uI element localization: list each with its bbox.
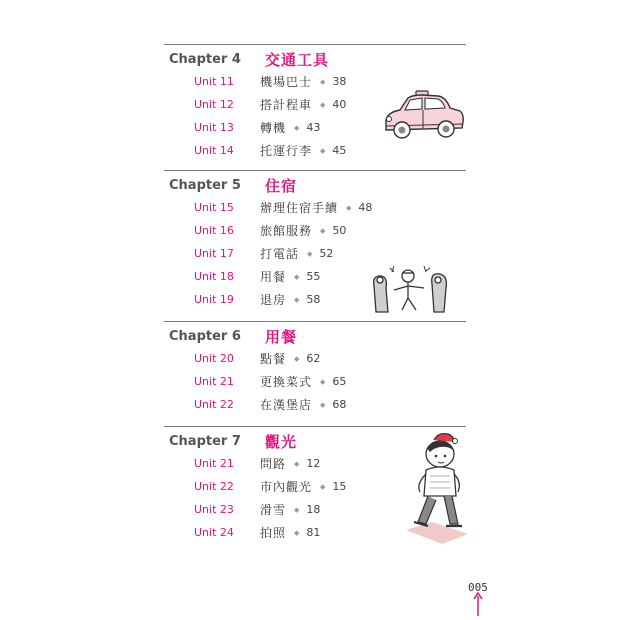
chapter-label: Chapter 5 — [169, 177, 241, 193]
unit-label: Unit 23 — [194, 503, 234, 516]
diamond-bullet-icon: ◆ — [320, 482, 326, 491]
unit-page-number: 52 — [319, 247, 334, 260]
unit-label: Unit 24 — [194, 526, 234, 539]
unit-label: Unit 16 — [194, 224, 234, 237]
unit-title: 機場巴士 — [260, 75, 313, 89]
unit-label: Unit 14 — [194, 144, 234, 157]
diamond-bullet-icon: ◆ — [320, 377, 326, 386]
unit-title: 轉機 — [260, 121, 287, 135]
chapter-divider — [164, 44, 466, 45]
diamond-bullet-icon: ◆ — [294, 354, 300, 363]
arrow-up-icon — [473, 592, 483, 616]
unit-page-number: 81 — [306, 526, 321, 539]
walking-boy-illustration — [392, 432, 476, 544]
diamond-bullet-icon: ◆ — [294, 459, 300, 468]
unit-title: 拍照 — [260, 526, 287, 540]
unit-label: Unit 21 — [194, 375, 234, 388]
unit-title: 點餐 — [260, 352, 287, 366]
chapter-title: 住宿 — [265, 176, 298, 195]
diamond-bullet-icon: ◆ — [294, 272, 300, 281]
chapter-label: Chapter 7 — [169, 433, 241, 449]
chapter-heading — [164, 48, 466, 70]
unit-page-number: 45 — [332, 144, 347, 157]
unit-title: 滑雪 — [260, 503, 287, 517]
unit-page-number: 50 — [332, 224, 347, 237]
unit-page-number: 12 — [306, 457, 321, 470]
unit-label: Unit 18 — [194, 270, 234, 283]
chapter-divider — [164, 321, 466, 322]
diamond-bullet-icon: ◆ — [294, 528, 300, 537]
unit-title: 旅館服務 — [260, 224, 313, 238]
unit-label: Unit 17 — [194, 247, 234, 260]
unit-page-number: 65 — [332, 375, 347, 388]
chapter-divider — [164, 426, 466, 427]
chapter-label: Chapter 6 — [169, 328, 241, 344]
chapter-title: 用餐 — [265, 327, 298, 346]
unit-title: 用餐 — [260, 270, 287, 284]
unit-row[interactable] — [164, 219, 466, 242]
unit-title: 退房 — [260, 293, 287, 307]
chapter-title: 觀光 — [265, 432, 298, 451]
unit-label: Unit 22 — [194, 480, 234, 493]
unit-row[interactable] — [164, 370, 466, 393]
unit-title: 更換菜式 — [260, 375, 313, 389]
unit-label: Unit 19 — [194, 293, 234, 306]
diamond-bullet-icon: ◆ — [346, 203, 352, 212]
diamond-bullet-icon: ◆ — [320, 77, 326, 86]
unit-row[interactable] — [164, 196, 466, 219]
taxi-illustration — [382, 86, 466, 144]
chapter-label: Chapter 4 — [169, 51, 241, 67]
diamond-bullet-icon: ◆ — [294, 295, 300, 304]
chapter-6-section — [164, 321, 466, 416]
diamond-bullet-icon: ◆ — [320, 226, 326, 235]
diamond-bullet-icon: ◆ — [320, 400, 326, 409]
unit-label: Unit 22 — [194, 398, 234, 411]
unit-title: 問路 — [260, 457, 287, 471]
unit-label: Unit 21 — [194, 457, 234, 470]
unit-label: Unit 13 — [194, 121, 234, 134]
unit-page-number: 48 — [358, 201, 373, 214]
unit-page-number: 40 — [332, 98, 347, 111]
diamond-bullet-icon: ◆ — [294, 505, 300, 514]
unit-title: 辦理住宿手續 — [260, 201, 339, 215]
unit-label: Unit 12 — [194, 98, 234, 111]
diamond-bullet-icon: ◆ — [294, 123, 300, 132]
unit-title: 搭計程車 — [260, 98, 313, 112]
unit-row[interactable] — [164, 393, 466, 416]
fighting-characters-illustration — [368, 262, 452, 318]
unit-label: Unit 20 — [194, 352, 234, 365]
unit-page-number: 58 — [306, 293, 321, 306]
unit-page-number: 62 — [306, 352, 321, 365]
unit-title: 托運行李 — [260, 144, 313, 158]
chapter-divider — [164, 170, 466, 171]
unit-title: 在漢堡店 — [260, 398, 313, 412]
unit-page-number: 15 — [332, 480, 347, 493]
chapter-title: 交通工具 — [265, 50, 330, 69]
unit-page-number: 18 — [306, 503, 321, 516]
unit-row[interactable] — [164, 347, 466, 370]
unit-page-number: 55 — [306, 270, 321, 283]
unit-page-number: 68 — [332, 398, 347, 411]
unit-title: 市內觀光 — [260, 480, 313, 494]
unit-label: Unit 11 — [194, 75, 234, 88]
unit-page-number: 43 — [306, 121, 321, 134]
chapter-heading — [164, 174, 466, 196]
unit-label: Unit 15 — [194, 201, 234, 214]
unit-title: 打電話 — [260, 247, 300, 261]
unit-page-number: 38 — [332, 75, 347, 88]
page-number: 005 — [468, 581, 488, 594]
diamond-bullet-icon: ◆ — [320, 146, 326, 155]
chapter-heading — [164, 325, 466, 347]
diamond-bullet-icon: ◆ — [320, 100, 326, 109]
diamond-bullet-icon: ◆ — [307, 249, 313, 258]
